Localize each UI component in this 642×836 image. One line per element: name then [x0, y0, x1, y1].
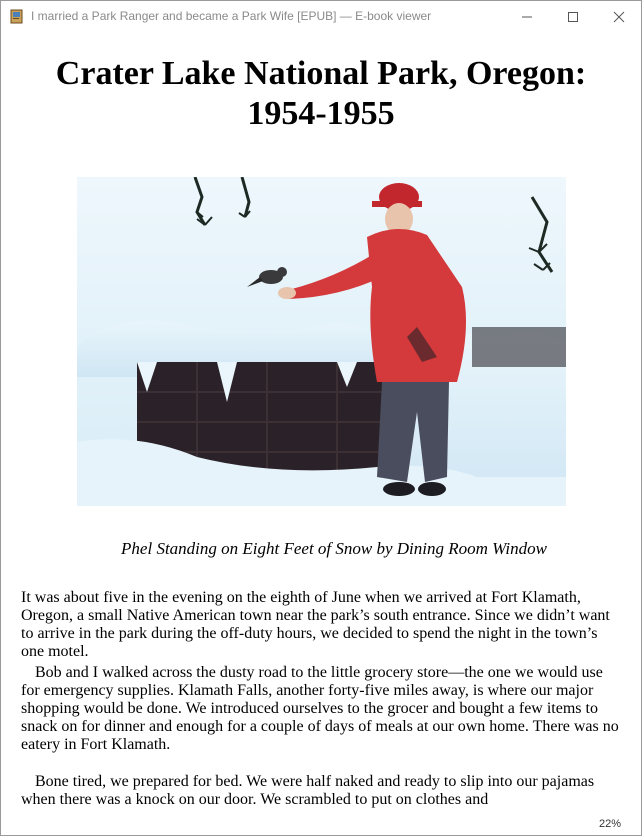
chapter-photo: [77, 177, 566, 506]
book-icon: [10, 9, 24, 24]
window-title: I married a Park Ranger and became a Park Wife [EPUB] — E-book viewer: [31, 9, 432, 23]
photo-caption: Phel Standing on Eight Feet of Snow by Dining Room Window: [121, 539, 547, 558]
paragraph-3: Bone tired, we prepared for bed. We were half naked and ready to slip into our pajamas when there was a knock on our door. We scrambled to put on clothes and: [21, 773, 595, 808]
chapter-title: [1, 54, 641, 134]
reading-progress: 22%: [598, 818, 621, 830]
close-icon: [613, 11, 625, 23]
chapter-title-line2: 1954-1955: [247, 95, 395, 132]
minimize-button[interactable]: [504, 1, 550, 32]
photo-snow-scene: [77, 177, 566, 506]
maximize-button[interactable]: [550, 1, 596, 32]
chapter-title-line1: Crater Lake National Park, Oregon:: [55, 55, 587, 92]
minimize-icon: [521, 11, 533, 23]
window-titlebar: [1, 1, 641, 32]
book-page[interactable]: [1, 32, 641, 812]
status-bar: [1, 812, 641, 835]
paragraph-2: Bob and I walked across the dusty road to the little grocery store—the one we would use for emergency supplies. Klamath Falls, another forty-five miles away, is where our major shopping would be done. We introduced ourselves to the grocer and bought a few items to snack on for dinner and enough for a couple of days of meals at our own home. There was no eatery in Fort Klamath.: [21, 664, 619, 753]
maximize-icon: [567, 11, 579, 23]
paragraph-1: It was about five in the evening on the eighth of June when we arrived at Fort Klamath, Oregon, a small Native American town near the park’s south entrance. Since we didn’t want to arrive in the park during the off-duty hours, we decided to spend the night in the town’s one motel.: [21, 589, 610, 660]
close-button[interactable]: [596, 1, 642, 32]
